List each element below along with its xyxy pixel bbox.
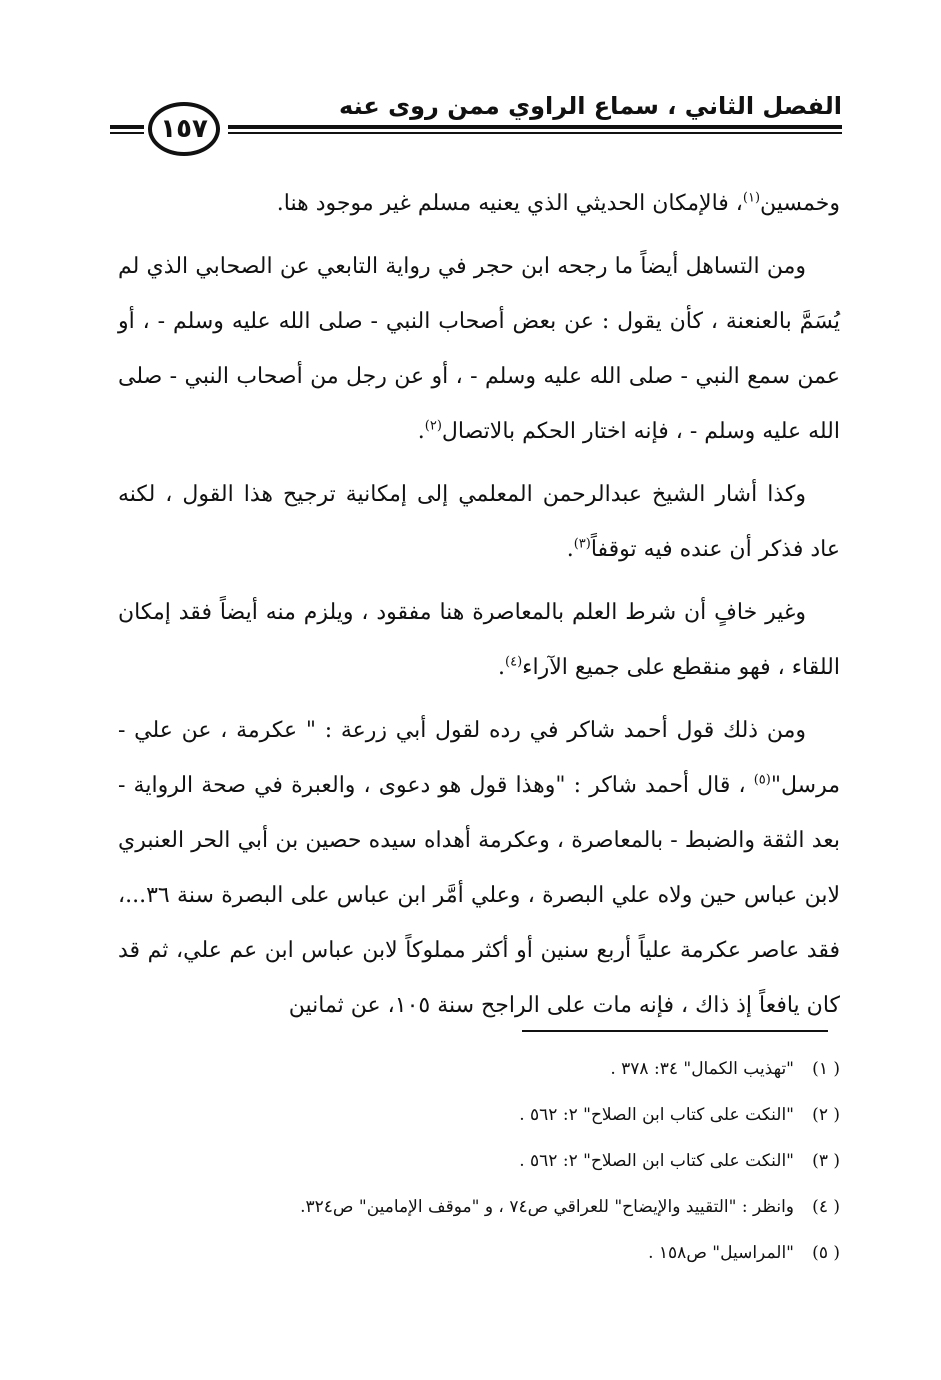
paragraph-text-tail: . xyxy=(417,419,425,444)
footnote-text: "تهذيب الكمال" ٣٤: ٣٧٨ . xyxy=(610,1059,794,1079)
paragraph-text-tail: . xyxy=(566,537,574,562)
chapter-title: الفصل الثاني ، سماع الراوي ممن روى عنه xyxy=(339,92,842,120)
paragraph-text-tail: . xyxy=(498,655,506,680)
footnote-number: ( ٢) xyxy=(812,1105,840,1125)
paragraph xyxy=(118,703,840,1033)
main-text xyxy=(118,176,840,1041)
paragraph-text: وغير خافٍ أن شرط العلم بالمعاصرة هنا مفقود ، ويلزم منه أيضاً فقد إمكان اللقاء ، فهو منقطع على جميع الآراء xyxy=(118,600,840,680)
header-rule-left-thin xyxy=(110,132,144,134)
paragraph xyxy=(118,467,840,577)
header-rule-left-thick xyxy=(110,125,144,129)
footnote-ref: (١) xyxy=(742,190,761,206)
paragraph-text: وخمسين xyxy=(760,191,840,216)
footnote-number: ( ٣) xyxy=(812,1151,840,1171)
header-rule-thin xyxy=(228,132,842,134)
page-header xyxy=(110,82,842,172)
footnote xyxy=(118,1138,840,1184)
footnote-ref: (٢) xyxy=(424,418,442,434)
footnote-number: ( ١) xyxy=(812,1059,840,1079)
paragraph-text: ومن ذلك قول أحمد شاكر في رده لقول أبي زرعة : " عكرمة ، عن علي - مرسل" xyxy=(118,718,840,798)
page-number: ١٥٧ xyxy=(148,102,220,156)
paragraph-text: وكذا أشار الشيخ عبدالرحمن المعلمي إلى إمكانية ترجيح هذا القول ، لكنه عاد فذكر أن عنده فيه توقفاً xyxy=(118,482,840,562)
footnote xyxy=(118,1230,840,1276)
header-rule-thick xyxy=(228,125,842,129)
paragraph-text-tail: ، فالإمكان الحديثي الذي يعنيه مسلم غير موجود هنا. xyxy=(276,191,743,216)
footnote-text: وانظر : "التقييد والإيضاح" للعراقي ص٧٤ ، و "موقف الإمامين" ص٣٢٤. xyxy=(300,1197,794,1217)
paragraph xyxy=(118,176,840,231)
footnote-separator xyxy=(522,1030,828,1032)
footnotes xyxy=(118,1046,840,1276)
footnote-number: ( ٥) xyxy=(812,1243,840,1263)
footnote xyxy=(118,1184,840,1230)
footnote-ref: (٣) xyxy=(573,536,591,552)
paragraph xyxy=(118,239,840,459)
footnote-text: "النكت على كتاب ابن الصلاح" ٢: ٥٦٢ . xyxy=(519,1151,794,1171)
footnote xyxy=(118,1046,840,1092)
footnote-ref: (٥) xyxy=(753,772,771,788)
footnote xyxy=(118,1092,840,1138)
footnote-text: "النكت على كتاب ابن الصلاح" ٢: ٥٦٢ . xyxy=(519,1105,794,1125)
footnote-ref: (٤) xyxy=(505,654,523,670)
paragraph xyxy=(118,585,840,695)
footnote-number: ( ٤) xyxy=(812,1197,840,1217)
footnote-text: "المراسيل" ص١٥٨ . xyxy=(648,1243,794,1263)
paragraph-text: ومن التساهل أيضاً ما رجحه ابن حجر في رواية التابعي عن الصحابي الذي لم يُسَمَّ بالعنعنة ، كأن يقول : عن بعض أصحاب النبي - صلى الله عليه وسلم - ، أو عمن سمع النبي - صلى الله عليه وسلم - ، أو عن رجل من أصحاب النبي - صلى الله عليه وسلم - ، فإنه اختار الحكم بالاتصال xyxy=(118,254,840,444)
paragraph-text-tail: ، قال أحمد شاكر : "وهذا قول هو دعوى ، والعبرة في صحة الرواية - بعد الثقة والضبط - بالمعاصرة ، وعكرمة أهداه سيده حصين بن أبي الحر العنبري لابن عباس حين ولاه علي البصرة ، وعلي أمَّر ابن عباس على البصرة سنة ٣٦...، فقد عاصر عكرمة علياً أربع سنين أو أكثر مملوكاً لابن عباس ابن عم علي، ثم قد كان يافعاً إذ ذاك ، فإنه مات على الراجح سنة ١٠٥، عن ثمانين xyxy=(118,773,841,1018)
